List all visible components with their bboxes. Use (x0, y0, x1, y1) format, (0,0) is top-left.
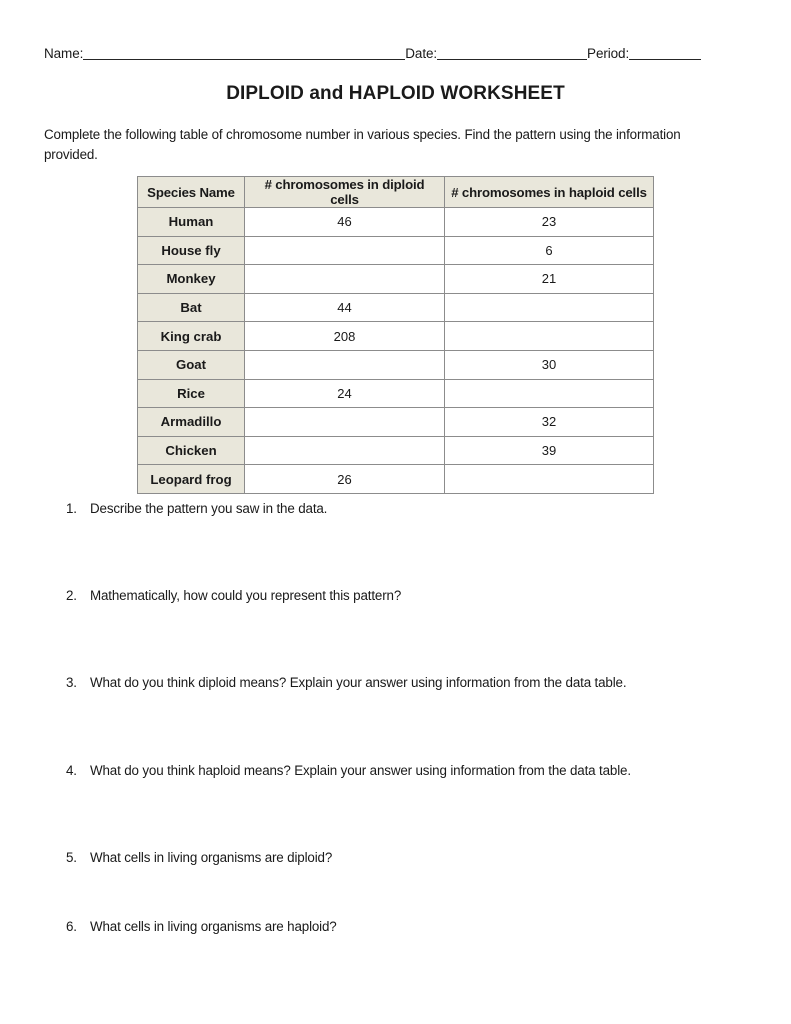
table-row (138, 465, 654, 494)
haploid-count-cell[interactable]: 30 (445, 350, 654, 379)
table-header-row (138, 177, 654, 208)
diploid-count-cell[interactable] (245, 265, 445, 294)
diploid-count-cell[interactable]: 44 (245, 293, 445, 322)
question-number: 1. (66, 501, 77, 516)
diploid-count-cell[interactable]: 26 (245, 465, 445, 494)
column-header-haploid: # chromosomes in haploid cells (445, 177, 654, 208)
table-row (138, 322, 654, 351)
question-item (66, 918, 716, 936)
diploid-count-cell[interactable]: 46 (245, 208, 445, 237)
instructions-paragraph: Complete the following table of chromosome number in various species. Find the pattern using the information provided. (44, 127, 681, 162)
haploid-count-cell[interactable]: 23 (445, 208, 654, 237)
table-row (138, 208, 654, 237)
question-number: 3. (66, 675, 77, 690)
name-blank-line[interactable] (83, 47, 405, 60)
species-name-cell: King crab (138, 322, 245, 351)
haploid-count-cell[interactable]: 32 (445, 408, 654, 437)
species-name-cell: Leopard frog (138, 465, 245, 494)
question-item (66, 674, 716, 692)
haploid-count-cell[interactable] (445, 293, 654, 322)
species-name-cell: Chicken (138, 436, 245, 465)
question-text: What do you think haploid means? Explain your answer using information from the data table. (90, 763, 631, 778)
species-name-cell: Human (138, 208, 245, 237)
question-item (66, 500, 716, 518)
question-item (66, 587, 716, 605)
student-info-line (44, 45, 744, 63)
haploid-count-cell[interactable] (445, 465, 654, 494)
column-header-diploid: # chromosomes in diploid cells (245, 177, 445, 208)
date-label: Date: (405, 46, 438, 61)
diploid-count-cell[interactable]: 208 (245, 322, 445, 351)
haploid-count-cell[interactable]: 6 (445, 236, 654, 265)
diploid-count-cell[interactable] (245, 236, 445, 265)
table-row (138, 408, 654, 437)
question-number: 2. (66, 588, 77, 603)
diploid-count-cell[interactable] (245, 350, 445, 379)
question-number: 5. (66, 850, 77, 865)
species-name-cell: Rice (138, 379, 245, 408)
haploid-count-cell[interactable]: 39 (445, 436, 654, 465)
haploid-count-cell[interactable] (445, 322, 654, 351)
date-blank-line[interactable] (437, 47, 587, 60)
table-row (138, 236, 654, 265)
diploid-count-cell[interactable] (245, 436, 445, 465)
species-name-cell: Goat (138, 350, 245, 379)
table-row (138, 436, 654, 465)
chromosome-table-container (137, 176, 653, 494)
species-name-cell: Bat (138, 293, 245, 322)
table-row (138, 293, 654, 322)
period-blank-line[interactable] (629, 47, 701, 60)
question-text: Describe the pattern you saw in the data. (90, 501, 328, 516)
table-body (138, 208, 654, 494)
question-text: What cells in living organisms are haploid? (90, 919, 337, 934)
question-item (66, 849, 716, 867)
question-number: 6. (66, 919, 77, 934)
question-item (66, 762, 716, 780)
period-label: Period: (587, 46, 630, 61)
diploid-count-cell[interactable]: 24 (245, 379, 445, 408)
species-name-cell: Monkey (138, 265, 245, 294)
chromosome-table (137, 176, 654, 494)
table-row (138, 265, 654, 294)
table-row (138, 379, 654, 408)
column-header-species: Species Name (138, 177, 245, 208)
question-number: 4. (66, 763, 77, 778)
table-header (138, 177, 654, 208)
name-label: Name: (44, 46, 84, 61)
diploid-count-cell[interactable] (245, 408, 445, 437)
question-text: Mathematically, how could you represent this pattern? (90, 588, 402, 603)
species-name-cell: Armadillo (138, 408, 245, 437)
question-text: What cells in living organisms are diploid? (90, 850, 333, 865)
page-title: DIPLOID and HAPLOID WORKSHEET (226, 83, 565, 104)
table-row (138, 350, 654, 379)
question-text: What do you think diploid means? Explain your answer using information from the data table. (90, 675, 627, 690)
haploid-count-cell[interactable] (445, 379, 654, 408)
haploid-count-cell[interactable]: 21 (445, 265, 654, 294)
species-name-cell: House fly (138, 236, 245, 265)
